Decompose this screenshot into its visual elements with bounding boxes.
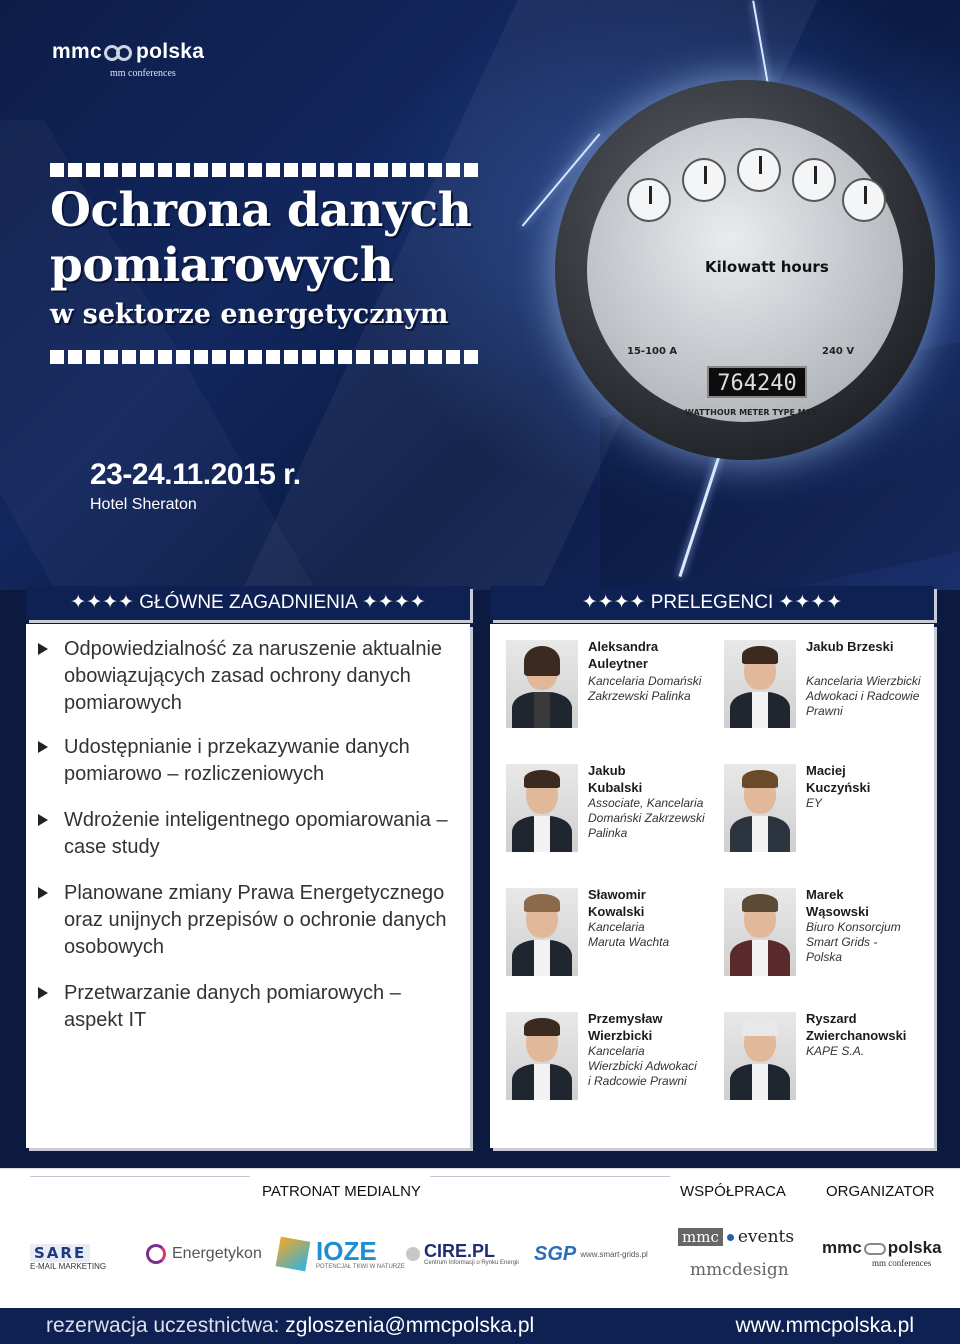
organizer-logo-left: mmc bbox=[822, 1238, 862, 1257]
dial-icon bbox=[737, 148, 781, 192]
speakers-heading: ✦✦✦✦ PRELEGENCI ✦✦✦✦ bbox=[490, 586, 934, 620]
organizer-logo-subtitle: mm conferences bbox=[872, 1258, 932, 1268]
meter-reading: 764240 bbox=[707, 366, 807, 398]
mmc-polska-logo[interactable] bbox=[52, 40, 205, 79]
meter-spec-right: 240 V bbox=[822, 346, 855, 357]
topic-item bbox=[38, 734, 464, 788]
divider bbox=[30, 1176, 250, 1177]
event-venue: Hotel Sheraton bbox=[90, 496, 197, 513]
speaker-name: Sławomir Kowalski bbox=[588, 887, 646, 919]
speaker-name: Ryszard Zwierchanowski bbox=[806, 1011, 907, 1043]
mmc-events-right-text: events bbox=[737, 1227, 795, 1247]
website-link[interactable]: www.mmcpolska.pl bbox=[735, 1314, 914, 1337]
ioze-logo-text: IOZE bbox=[316, 1236, 377, 1266]
mmc-events-logo[interactable] bbox=[678, 1226, 794, 1248]
logo-rings-icon bbox=[104, 43, 134, 65]
cire-logo-text: CIRE.PL bbox=[424, 1241, 496, 1261]
title-line-2: pomiarowych bbox=[50, 238, 394, 293]
meter-label: Kilowatt hours bbox=[705, 258, 829, 276]
energetykon-logo[interactable] bbox=[146, 1236, 262, 1272]
reservation-label: rezerwacja uczestnictwa: bbox=[46, 1314, 280, 1337]
bullet-arrow-icon bbox=[38, 643, 48, 655]
speaker-organization: Kancelaria Maruta Wachta bbox=[588, 920, 670, 949]
organizer-logo-right: polska bbox=[887, 1238, 942, 1257]
speaker-name: Przemysław Wierzbicki bbox=[588, 1011, 663, 1043]
sgp-logo-text: SGP bbox=[534, 1242, 577, 1265]
speaker-organization: Associate, Kancelaria Domański Zakrzewski Palinka bbox=[588, 796, 705, 840]
meter-spec-bottom: WATTHOUR METER TYPE M3S bbox=[685, 408, 818, 417]
meter-face bbox=[587, 118, 903, 422]
dial-icon bbox=[842, 178, 886, 222]
speaker-organization: Kancelaria Domański Zakrzewski Palinka bbox=[588, 674, 702, 703]
speaker-organization: KAPE S.A. bbox=[806, 1044, 865, 1058]
logo-text-right: polska bbox=[135, 40, 205, 63]
logo-subtitle: mm conferences bbox=[110, 68, 176, 79]
page-title bbox=[50, 183, 530, 333]
sare-logo-text: SARE bbox=[30, 1244, 90, 1262]
dot-icon bbox=[727, 1234, 734, 1241]
cire-logo[interactable] bbox=[406, 1236, 519, 1272]
logo-rings-icon bbox=[864, 1243, 886, 1255]
bullet-arrow-icon bbox=[38, 741, 48, 753]
energetykon-logo-text: Energetykon bbox=[172, 1245, 262, 1262]
speaker-photo bbox=[724, 640, 796, 728]
ioze-logo[interactable] bbox=[278, 1236, 405, 1272]
sgp-logo-url: www.smart-grids.pl bbox=[580, 1249, 648, 1259]
organizer-logo[interactable] bbox=[822, 1238, 942, 1278]
mmc-design-text: mmcdesign bbox=[690, 1260, 789, 1280]
cire-dots-icon bbox=[406, 1247, 420, 1261]
speaker-photo bbox=[506, 764, 578, 852]
speaker-organization: Kancelaria Wierzbicki Adwokaci i Radcowie Prawni bbox=[588, 1044, 697, 1088]
speaker-name: Jakub Brzeski bbox=[806, 639, 894, 654]
speaker-photo bbox=[724, 888, 796, 976]
bullet-arrow-icon bbox=[38, 987, 48, 999]
event-date: 23-24.11.2015 r. bbox=[90, 458, 301, 491]
title-line-3: w sektorze energetycznym bbox=[50, 299, 449, 330]
topic-item bbox=[38, 807, 464, 861]
cire-logo-subtitle: Centrum Informacji o Rynku Energii bbox=[424, 1260, 519, 1266]
topic-text: Planowane zmiany Prawa Energetycznego oraz unijnych przepisów o ochronie danych osobowych bbox=[64, 882, 447, 958]
title-line-1: Ochrona danych bbox=[50, 183, 472, 238]
electricity-meter-image bbox=[555, 80, 935, 460]
title-bottom-dashes bbox=[50, 350, 478, 364]
logo-text-left: mmc bbox=[52, 40, 102, 63]
topic-item bbox=[38, 636, 464, 717]
topic-text: Przetwarzanie danych pomiarowych – aspekt IT bbox=[64, 982, 401, 1031]
reservation-email-link[interactable]: zgloszenia@mmcpolska.pl bbox=[285, 1314, 535, 1337]
media-patronage-label: PATRONAT MEDIALNY bbox=[262, 1183, 421, 1200]
speaker-organization: Biuro Konsorcjum Smart Grids - Polska bbox=[806, 920, 901, 964]
bottom-bar bbox=[0, 1308, 960, 1344]
ioze-mark-icon bbox=[276, 1237, 311, 1272]
mmc-design-logo[interactable] bbox=[690, 1258, 789, 1282]
title-top-dashes bbox=[50, 163, 478, 177]
topic-text: Udostępnianie i przekazywanie danych pomiarowo – rozliczeniowych bbox=[64, 736, 410, 785]
meter-spec-left: 15-100 A bbox=[627, 346, 678, 357]
energetykon-swirl-icon bbox=[146, 1244, 166, 1264]
speaker-organization: Kancelaria Wierzbicki Adwokaci i Radcowie Prawni bbox=[806, 674, 921, 718]
speaker-photo bbox=[724, 764, 796, 852]
speaker-photo bbox=[506, 888, 578, 976]
topic-text: Odpowiedzialność za naruszenie aktualnie obowiązujących zasad ochrony danych pomiarowych bbox=[64, 638, 443, 714]
speaker-organization: EY bbox=[806, 796, 823, 810]
speaker-photo bbox=[724, 1012, 796, 1100]
topic-text: Wdrożenie inteligentnego opomiarowania – case study bbox=[64, 809, 448, 858]
topics-heading: ✦✦✦✦ GŁÓWNE ZAGADNIENIA ✦✦✦✦ bbox=[26, 586, 470, 620]
topics-panel bbox=[26, 624, 470, 1148]
speaker-name: Maciej Kuczyński bbox=[806, 763, 871, 795]
sare-logo[interactable] bbox=[30, 1244, 106, 1280]
mmc-events-left-text: mmc bbox=[678, 1228, 723, 1246]
speaker-photo bbox=[506, 640, 578, 728]
topic-item bbox=[38, 980, 424, 1034]
speaker-photo bbox=[506, 1012, 578, 1100]
dial-icon bbox=[627, 178, 671, 222]
reservation-line bbox=[46, 1314, 534, 1338]
speaker-name: Aleksandra Auleytner bbox=[588, 639, 659, 671]
dial-icon bbox=[682, 158, 726, 202]
organizer-label: ORGANIZATOR bbox=[826, 1183, 935, 1200]
sare-logo-subtitle: E-MAIL MARKETING bbox=[30, 1262, 107, 1271]
bullet-arrow-icon bbox=[38, 887, 48, 899]
smart-grids-logo[interactable] bbox=[534, 1236, 648, 1272]
hero-banner bbox=[0, 0, 960, 590]
divider bbox=[430, 1176, 670, 1177]
speakers-panel bbox=[490, 624, 934, 1148]
topic-item bbox=[38, 880, 464, 961]
dial-icon bbox=[792, 158, 836, 202]
speaker-name: Jakub Kubalski bbox=[588, 763, 643, 795]
bullet-arrow-icon bbox=[38, 814, 48, 826]
cooperation-label: WSPÓŁPRACA bbox=[680, 1183, 786, 1200]
ioze-logo-subtitle: POTENCJAŁ TKWI W NATURZE bbox=[316, 1264, 405, 1270]
speaker-name: Marek Wąsowski bbox=[806, 887, 869, 919]
